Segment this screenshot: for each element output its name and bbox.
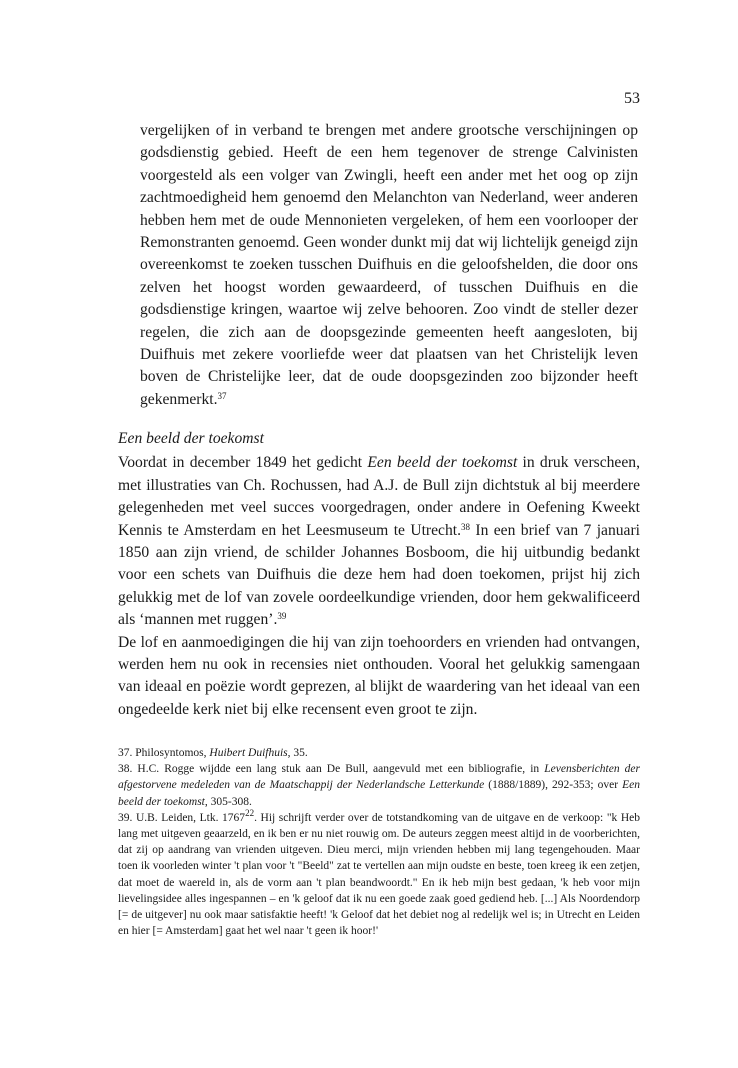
fn38-italic-title: Levensberichten der afgestorvene medeleden van de Maatschappij der Nederlandsche Letterkunde — [118, 763, 640, 792]
body-paragraph-2: De lof en aanmoedigingen die hij van zijn toehoorders en vrienden had ontvangen, werden hem nu ook in recensies niet onthouden. Vooral het gelukkig samengaan van ideaal en poëzie wordt geprezen, al blijkt de waardering van het ideaal van een ongedeelde kerk niet bij elke recensent even groot te zijn. — [118, 633, 640, 718]
fn37-italic-title: Huibert Duifhuis — [209, 747, 288, 759]
quote-text: vergelijken of in verband te brengen met andere grootsche verschijningen op godsdienstig gebied. Heeft de een hem tegenover de strenge Calvinisten voorgesteld als een volger van Zwingli, heeft een ander met het oog op zijn zachtmoedigheid hem genoemd den Melanchton van Nederland, weer anderen hebben hem met de oude Mennonieten vergeleken, of hem een voorlooper der Remonstranten genoemd. Geen wonder dunkt mij dat wij lichtelijk geneigd zijn overeenkomst te zoeken tusschen Duifhuis en die geloofshelden, die door ons zelven het hoogst worden gewaardeerd, of tusschen Duifhuis en die godsdienstige kringen, waartoe wij zelve behooren. Zoo vindt de steller dezer regelen, die zich aan de doopsgezinde gemeenten heeft aangesloten, bij Duifhuis met zekere voorliefde weer dat plaatsen van het Christelijk leven boven de Christelijke leer, dat de oude doopsgezinden zoo bijzonder heeft gekenmerkt. — [140, 122, 638, 408]
fn38-text-b: (1888/1889), 292-353; over — [484, 779, 623, 792]
fn37-text-b: , 35. — [287, 747, 308, 759]
p1-italic-title: Een beeld der toekomst — [367, 454, 518, 472]
footnote-ref-37: 37 — [217, 390, 227, 401]
footnote-ref-38: 38 — [461, 521, 470, 532]
body-paragraph-1 — [118, 452, 640, 631]
footnotes — [118, 745, 640, 939]
section-heading: Een beeld der toekomst — [118, 430, 264, 447]
footnote-37 — [118, 745, 640, 761]
footnote-38 — [118, 761, 640, 810]
quoted-passage — [140, 120, 638, 411]
fn39-superscript: 22 — [245, 807, 255, 818]
quote-paragraph — [140, 120, 638, 411]
p1-text-a: Voordat in december 1849 het gedicht — [118, 454, 368, 472]
p1-text-b: in druk verscheen, met illustraties van Ch. Rochussen, had A.J. de Bull zijn dichtstuk al bij meerdere gelegenheden met veel succes voorgedragen, onder andere in Oefening Kweekt Kennis te Amsterdam en het Leesmuseum te Utrecht. — [118, 454, 640, 539]
footnote-39 — [118, 807, 640, 940]
fn38-italic-title-2: Een beeld der toekomst — [118, 779, 640, 808]
fn39-text-a: 39. U.B. Leiden, Ltk. 1767 — [118, 811, 246, 824]
page-number: 53 — [624, 90, 640, 107]
section-body — [118, 428, 640, 721]
fn39-text-b: . Hij schrijft verder over de totstandkoming van de uitgave en de verkoop: "k Heb lang met uitgeven geaarzeld, en ik ben er nu niet rouwig om. De auteurs zeggen meest altijd in de voorberichten, dat zij op aandrang van vrienden uitgeven. Dieu merci, mijn vrienden hebben mij lang tegengehouden. Maar toen ik voorleden winter 't plan voor 't "Beeld" zat te vertellen aan mijn oudste en beste, toen kreeg ik een zetjen, dat moet de waereld in, als de vorm aan 't plan beandwoordt." En ik heb mijn best gedaan, 'k heb voor mijn lievelingsidee alles ingespannen – en 'k geloof dat ik nu een goede zaak goed gediend heb. [...] Als Noordendorp [= de uitgever] nu ook maar satisfaktie heeft! 'k Geloof dat het debiet nog al redelijk wel is; in Utrecht en Leiden en hier [= Amsterdam] gaat het wel naar 't geen ik hoor!' — [118, 811, 640, 938]
p1-text-c: In een brief van 7 januari 1850 aan zijn vriend, de schilder Johannes Bosboom, die hij uitbundig bedankt voor een schets van Duifhuis die deze hem had doen toekomen, prijst hij zich gelukkig met de lof van zovele oordeelkundige vrienden, door hem gekwalificeerd als ‘mannen met ruggen’. — [118, 521, 640, 629]
fn38-text-a: 38. H.C. Rogge wijdde een lang stuk aan De Bull, aangevuld met een bibliografie, in — [118, 763, 545, 776]
footnote-ref-39: 39 — [277, 611, 287, 622]
fn37-text-a: 37. Philosyntomos, — [118, 747, 210, 759]
fn38-text-c: , 305-308. — [204, 795, 252, 808]
